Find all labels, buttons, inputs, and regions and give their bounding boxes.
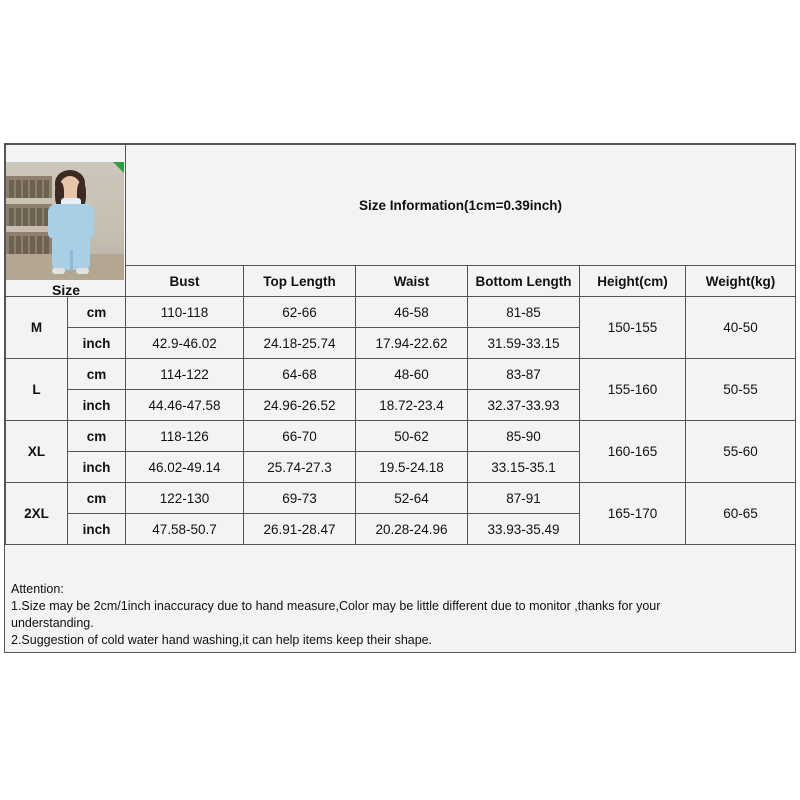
cell-waist-inch: 19.5-24.18 bbox=[356, 452, 468, 483]
bookshelf-icon bbox=[6, 176, 52, 198]
chart-title: Size Information(1cm=0.39inch) bbox=[126, 145, 796, 266]
size-label-l: L bbox=[6, 359, 68, 421]
cell-bust-cm: 118-126 bbox=[126, 421, 244, 452]
attention-line-1b: understanding. bbox=[11, 615, 94, 630]
cell-waist-inch: 20.28-24.96 bbox=[356, 514, 468, 545]
table-row bbox=[6, 359, 796, 390]
cell-waist-inch: 18.72-23.4 bbox=[356, 390, 468, 421]
cell-top-length-inch: 25.74-27.3 bbox=[244, 452, 356, 483]
cell-bottom-length-inch: 32.37-33.93 bbox=[468, 390, 580, 421]
cell-top-length-inch: 26.91-28.47 bbox=[244, 514, 356, 545]
cell-bust-inch: 47.58-50.7 bbox=[126, 514, 244, 545]
cell-top-length-inch: 24.96-26.52 bbox=[244, 390, 356, 421]
unit-cm: cm bbox=[68, 297, 126, 328]
header-waist: Waist bbox=[356, 266, 468, 297]
cell-bottom-length-cm: 83-87 bbox=[468, 359, 580, 390]
table-row bbox=[6, 421, 796, 452]
header-bust: Bust bbox=[126, 266, 244, 297]
cell-bottom-length-cm: 81-85 bbox=[468, 297, 580, 328]
unit-cm: cm bbox=[68, 359, 126, 390]
bookshelf-icon bbox=[6, 232, 52, 254]
unit-cm: cm bbox=[68, 483, 126, 514]
cell-waist-cm: 52-64 bbox=[356, 483, 468, 514]
header-bottom-length: Bottom Length bbox=[468, 266, 580, 297]
attention-line-1a: 1.Size may be 2cm/1inch inaccuracy due to hand measure,Color may be little different due to monitor ,thanks for your bbox=[11, 598, 661, 613]
title-row bbox=[6, 145, 796, 266]
cell-waist-inch: 17.94-22.62 bbox=[356, 328, 468, 359]
cell-top-length-inch: 24.18-25.74 bbox=[244, 328, 356, 359]
size-label-2xl: 2XL bbox=[6, 483, 68, 545]
cell-bottom-length-cm: 85-90 bbox=[468, 421, 580, 452]
cell-waist-cm: 46-58 bbox=[356, 297, 468, 328]
bookshelf-icon bbox=[6, 204, 52, 226]
cell-weight: 55-60 bbox=[686, 421, 796, 483]
attention-heading: Attention: bbox=[11, 582, 64, 596]
unit-inch: inch bbox=[68, 514, 126, 545]
cell-top-length-cm: 64-68 bbox=[244, 359, 356, 390]
size-label-m: M bbox=[6, 297, 68, 359]
size-chart-sheet bbox=[4, 143, 796, 653]
cell-height: 155-160 bbox=[580, 359, 686, 421]
header-height: Height(cm) bbox=[580, 266, 686, 297]
cell-bottom-length-inch: 33.15-35.1 bbox=[468, 452, 580, 483]
cell-top-length-cm: 69-73 bbox=[244, 483, 356, 514]
cell-bust-cm: 114-122 bbox=[126, 359, 244, 390]
cell-height: 165-170 bbox=[580, 483, 686, 545]
cell-weight: 60-65 bbox=[686, 483, 796, 545]
cell-bust-cm: 122-130 bbox=[126, 483, 244, 514]
unit-inch: inch bbox=[68, 328, 126, 359]
size-label-xl: XL bbox=[6, 421, 68, 483]
attention-note bbox=[5, 578, 795, 652]
cell-weight: 50-55 bbox=[686, 359, 796, 421]
attention-line-2: 2.Suggestion of cold water hand washing,it can help items keep their shape. bbox=[11, 632, 433, 647]
unit-cm: cm bbox=[68, 421, 126, 452]
cell-bust-inch: 44.46-47.58 bbox=[126, 390, 244, 421]
cell-bottom-length-inch: 31.59-33.15 bbox=[468, 328, 580, 359]
cell-bottom-length-inch: 33.93-35.49 bbox=[468, 514, 580, 545]
cell-top-length-cm: 66-70 bbox=[244, 421, 356, 452]
cell-bust-inch: 42.9-46.02 bbox=[126, 328, 244, 359]
cell-weight: 40-50 bbox=[686, 297, 796, 359]
size-table bbox=[5, 144, 796, 545]
unit-inch: inch bbox=[68, 452, 126, 483]
header-weight: Weight(kg) bbox=[686, 266, 796, 297]
header-top-length: Top Length bbox=[244, 266, 356, 297]
table-row bbox=[6, 483, 796, 514]
cell-top-length-cm: 62-66 bbox=[244, 297, 356, 328]
header-size: Size bbox=[51, 282, 80, 298]
green-corner-marker bbox=[113, 162, 124, 173]
cell-height: 150-155 bbox=[580, 297, 686, 359]
model-sweatshirt bbox=[48, 204, 94, 238]
cell-height: 160-165 bbox=[580, 421, 686, 483]
cell-bottom-length-cm: 87-91 bbox=[468, 483, 580, 514]
cell-waist-cm: 50-62 bbox=[356, 421, 468, 452]
unit-inch: inch bbox=[68, 390, 126, 421]
cell-bust-cm: 110-118 bbox=[126, 297, 244, 328]
cell-bust-inch: 46.02-49.14 bbox=[126, 452, 244, 483]
model-photo bbox=[6, 162, 124, 280]
cell-waist-cm: 48-60 bbox=[356, 359, 468, 390]
